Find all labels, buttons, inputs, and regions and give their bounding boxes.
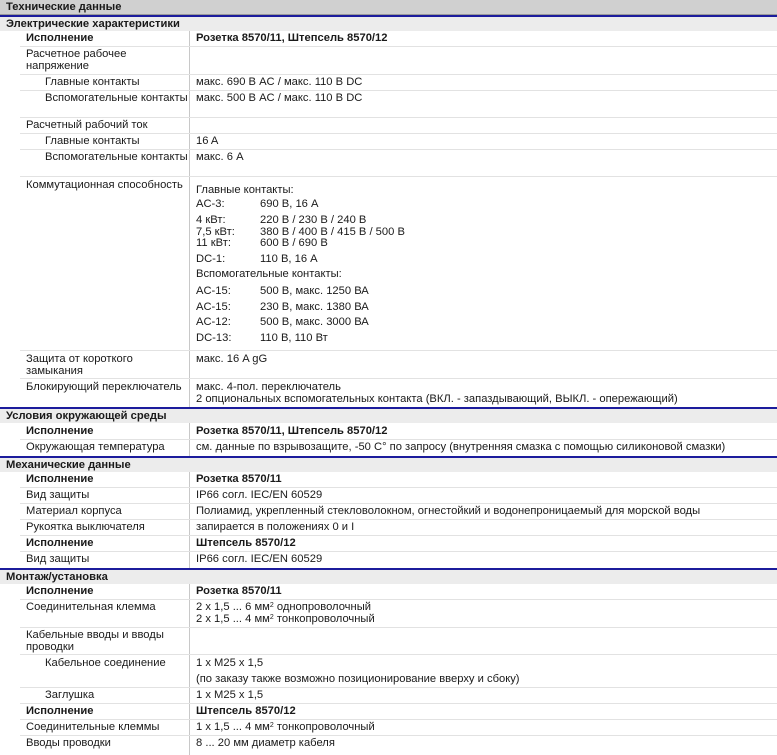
wire-entries-label: Вводы проводки xyxy=(26,737,111,749)
protection-value: IP66 согл. IEC/EN 60529 xyxy=(196,553,323,565)
housing-label: Материал корпуса xyxy=(26,505,122,517)
ispolnenie-value: Штепсель 8570/12 xyxy=(196,705,296,717)
ispolnenie-value: Розетка 8570/11 xyxy=(196,585,282,597)
switching-key: 4 кВт: xyxy=(196,214,226,226)
section-mechanical-title: Механические данные xyxy=(6,459,131,471)
switching-label: Коммутационная способность xyxy=(26,179,183,191)
row-divider xyxy=(20,551,777,552)
terminals-value-type: тонкопроволочный xyxy=(273,721,375,733)
terminal-value-1-type: однопроволочный xyxy=(273,601,371,613)
aux-contacts-voltage: макс. 500 В AC / макс. 110 В DC xyxy=(196,92,363,104)
interlock-label: Блокирующий переключатель xyxy=(26,381,182,393)
protection-label: Вид защиты xyxy=(26,553,90,565)
row-divider xyxy=(20,378,777,379)
switching-row xyxy=(196,333,328,345)
ispolnenie-label: Исполнение xyxy=(26,473,94,485)
cable-conn-value: 1 x M25 x 1,5 xyxy=(196,657,264,669)
switching-value: 500 В, макс. 3000 ВА xyxy=(260,316,369,328)
row-divider xyxy=(20,117,777,118)
row-divider xyxy=(20,654,777,655)
row-divider xyxy=(20,487,777,488)
row-divider xyxy=(20,627,777,628)
switching-value: 110 В, 16 A xyxy=(260,253,318,265)
section-electrical xyxy=(0,15,777,31)
switching-key: DC-13: xyxy=(196,332,232,344)
row-divider xyxy=(20,519,777,520)
interlock-value-2: 2 опциональных вспомогательных контакта (ВКЛ. - запаздывающий, ВЫКЛ. - опережающий) xyxy=(196,393,678,405)
switching-aux-header: Вспомогательные контакты: xyxy=(196,268,342,280)
ispolnenie-value: Штепсель 8570/12 xyxy=(196,537,296,549)
main-contacts-voltage: макс. 690 В AC / макс. 110 В DC xyxy=(196,76,363,88)
switching-row xyxy=(196,238,328,250)
handle-value: запирается в положениях 0 и I xyxy=(196,521,355,533)
superscript-2: 2 xyxy=(269,602,274,609)
rated-voltage-label: Расчетное рабочее напряжение xyxy=(26,48,127,72)
switching-row xyxy=(196,215,366,227)
terminals-value-text: 1 x 1,5 ... 4 мм xyxy=(196,721,270,733)
switching-row xyxy=(196,302,369,314)
main-contacts-label: Главные контакты xyxy=(45,76,140,88)
row-divider xyxy=(20,176,777,177)
switching-row xyxy=(196,199,318,211)
short-circuit-value: макс. 16 A gG xyxy=(196,353,268,365)
cable-conn-note: (по заказу также возможно позиционирование вверху и сбоку) xyxy=(196,673,520,685)
terminal-value-1-text: 2 x 1,5 ... 6 мм xyxy=(196,601,270,613)
row-divider xyxy=(20,703,777,704)
terminal-value-2-text: 2 x 1,5 ... 4 мм xyxy=(196,613,270,625)
ambient-temp-value: см. данные по взрывозащите, -50 C° по запросу (внутренняя смазка с помощью силиконовой смазки) xyxy=(196,441,726,453)
section-environment-title: Условия окружающей среды xyxy=(6,410,167,422)
ispolnenie-value: Розетка 8570/11, Штепсель 8570/12 xyxy=(196,425,388,437)
aux-contacts-label: Вспомогательные контакты xyxy=(45,92,188,104)
table-title-bar xyxy=(0,0,777,15)
superscript-2: 2 xyxy=(269,614,274,621)
terminal-value-2-type: тонкопроволочный xyxy=(273,613,375,625)
row-divider xyxy=(20,74,777,75)
main-contacts-label-2: Главные контакты xyxy=(45,135,140,147)
superscript-2: 2 xyxy=(269,722,274,729)
table-title: Технические данные xyxy=(6,1,122,13)
wire-entries-value: 8 ... 20 мм диаметр кабеля xyxy=(196,737,335,749)
section-mounting xyxy=(0,568,777,584)
plug-value: 1 x M25 x 1,5 xyxy=(196,689,264,701)
ambient-temp-label: Окружающая температура xyxy=(26,441,165,453)
row-divider xyxy=(20,90,777,91)
housing-value: Полиамид, укрепленный стекловолокном, огнестойкий и водонепроницаемый для морской воды xyxy=(196,505,701,517)
cable-entries-label: Кабельные вводы и вводы проводки xyxy=(26,629,164,653)
switching-key: 7,5 кВт: xyxy=(196,226,235,238)
terminals-label: Соединительные клеммы xyxy=(26,721,160,733)
row-divider xyxy=(20,735,777,736)
row-divider xyxy=(20,535,777,536)
switching-value: 220 В / 230 В / 240 В xyxy=(260,214,367,226)
row-divider xyxy=(20,133,777,134)
switching-value: 380 В / 400 В / 415 В / 500 В xyxy=(260,226,405,238)
section-environment xyxy=(0,407,777,423)
cable-conn-label: Кабельное соединение xyxy=(45,657,166,669)
row-divider xyxy=(20,46,777,47)
ispolnenie-label: Исполнение xyxy=(26,585,94,597)
section-electrical-title: Электрические характеристики xyxy=(6,18,180,30)
rated-current-label: Расчетный рабочий ток xyxy=(26,119,148,131)
ispolnenie-label: Исполнение xyxy=(26,537,94,549)
switching-value: 500 В, макс. 1250 ВА xyxy=(260,285,369,297)
interlock-value-1: макс. 4-пол. переключатель xyxy=(196,381,341,393)
switching-row xyxy=(196,286,369,298)
switching-key: AC-15: xyxy=(196,285,231,297)
section-mounting-title: Монтаж/установка xyxy=(6,571,108,583)
row-divider xyxy=(20,687,777,688)
ispolnenie-value: Розетка 8570/11 xyxy=(196,473,282,485)
row-divider xyxy=(20,350,777,351)
ispolnenie-label: Исполнение xyxy=(26,32,94,44)
plug-label: Заглушка xyxy=(45,689,95,701)
handle-label: Рукоятка выключателя xyxy=(26,521,145,533)
row-divider xyxy=(20,719,777,720)
switching-value: 110 В, 110 Вт xyxy=(260,332,328,344)
switching-key: AC-3: xyxy=(196,198,225,210)
ispolnenie-label: Исполнение xyxy=(26,705,94,717)
switching-key: AC-15: xyxy=(196,301,231,313)
switching-row xyxy=(196,317,369,329)
ispolnenie-value: Розетка 8570/11, Штепсель 8570/12 xyxy=(196,32,388,44)
switching-value: 600 В / 690 В xyxy=(260,237,328,249)
row-divider xyxy=(20,599,777,600)
column-divider xyxy=(189,584,190,755)
terminal-value-2 xyxy=(196,614,375,626)
short-circuit-label: Защита от короткого замыкания xyxy=(26,353,133,377)
terminals-value xyxy=(196,722,375,734)
terminal-value-1 xyxy=(196,602,371,614)
row-divider xyxy=(20,503,777,504)
switching-main-header: Главные контакты: xyxy=(196,184,294,196)
aux-contacts-current: макс. 6 A xyxy=(196,151,244,163)
row-divider xyxy=(20,149,777,150)
protection-value: IP66 согл. IEC/EN 60529 xyxy=(196,489,323,501)
main-contacts-current: 16 A xyxy=(196,135,219,147)
switching-value: 690 В, 16 A xyxy=(260,198,319,210)
row-divider xyxy=(20,439,777,440)
protection-label: Вид защиты xyxy=(26,489,90,501)
switching-value: 230 В, макс. 1380 ВА xyxy=(260,301,369,313)
switching-row xyxy=(196,254,318,266)
switching-key: DC-1: xyxy=(196,253,226,265)
terminal-label: Соединительная клемма xyxy=(26,601,156,613)
switching-key: AC-12: xyxy=(196,316,231,328)
ispolnenie-label: Исполнение xyxy=(26,425,94,437)
aux-contacts-label-2: Вспомогательные контакты xyxy=(45,151,188,163)
switching-key: 11 кВт: xyxy=(196,237,231,249)
section-mechanical xyxy=(0,456,777,472)
